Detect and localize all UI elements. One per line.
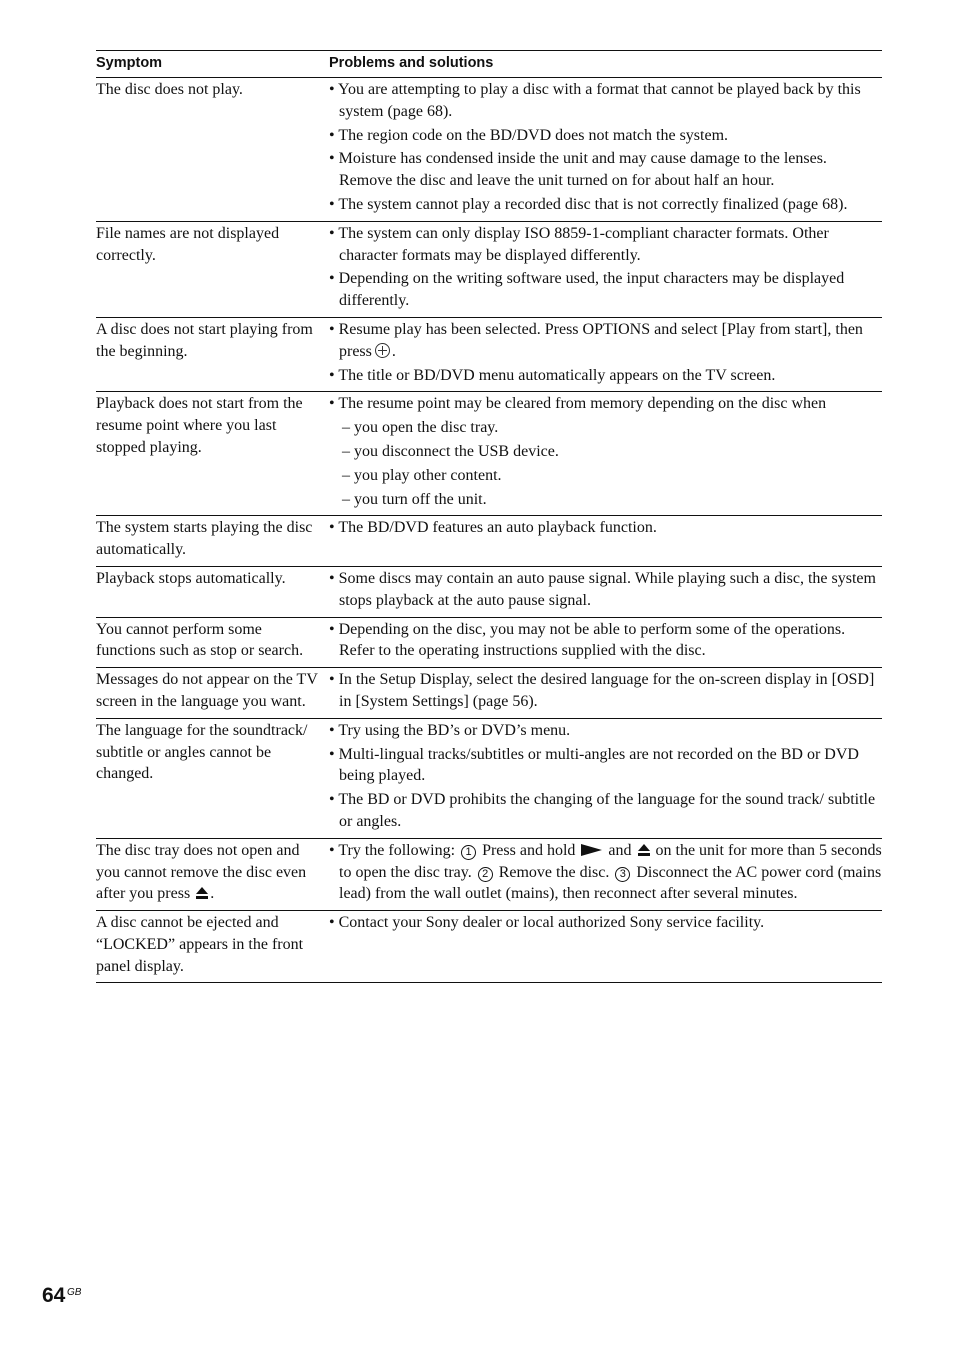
solution-cell [328,516,882,567]
solution-text: Press and hold [482,841,576,859]
table-row [96,617,882,668]
symptom-text: The disc tray does not open and you cannot remove the disc even after you press [96,841,307,903]
solution-subitem: – you turn off the unit. [342,490,487,508]
solution-cell [328,617,882,668]
solution-cell [328,78,882,222]
solution-text: Remove the disc. [498,863,610,881]
symptom-cell: Playback does not start from the resume point where you last stopped playing. [96,395,303,456]
table-row [96,317,882,391]
solution-text: . [391,342,396,360]
play-icon [581,844,602,856]
solution-text: on the unit for more than 5 seconds to open the disc tray. [339,841,882,881]
solution-item: • You are attempting to play a disc with a format that cannot be played back by this system (page 68). [329,81,861,120]
table-row [96,566,882,617]
header-problems-solutions: Problems and solutions [329,55,494,71]
solution-cell [328,317,882,391]
symptom-cell: A disc does not start playing from the beginning. [96,320,313,360]
solution-item: • Depending on the disc, you may not be able to perform some of the operations. Refer to the operating instructions supplied with the disc. [329,620,846,660]
solution-cell [328,911,882,983]
table-header-row [96,51,882,78]
table-row [96,516,882,567]
solution-item: • Try using the BD’s or DVD’s menu. [329,721,571,739]
table-row [96,221,882,317]
solution-text: Disconnect the AC power cord (mains lead) from the wall outlet (mains), then reconnect after several minutes. [339,863,882,903]
table-row [96,78,882,222]
solution-item: • The system cannot play a recorded disc that is not correctly finalized (page 68). [329,195,848,213]
solution-item [329,840,882,905]
eject-icon [196,887,208,899]
solution-item: • Depending on the writing software used, the input characters may be displayed differently. [329,270,845,310]
solution-item: • The BD or DVD prohibits the changing of the language for the sound track/ subtitle or angles. [329,791,876,830]
solution-item: • Some discs may contain an auto pause signal. While playing such a disc, the system stops playback at the auto pause signal. [329,569,876,609]
eject-icon [638,844,650,856]
symptom-cell: Messages do not appear on the TV screen in the language you want. [96,671,318,710]
solution-item [329,319,882,363]
solution-cell [328,566,882,617]
troubleshooting-table [96,50,882,983]
solution-item: • The resume point may be cleared from memory depending on the disc when [329,395,827,413]
solution-item: • Moisture has condensed inside the unit and may cause damage to the lenses. Remove the disc and leave the unit turned on for about half an hour. [329,150,827,190]
circled-number-1-icon: 1 [461,845,476,860]
solution-text: and [608,841,632,859]
solution-subitem: – you disconnect the USB device. [342,442,559,460]
table-row [96,392,882,516]
solution-item: • The BD/DVD features an auto playback function. [329,519,657,537]
solution-text: • Resume play has been selected. Press OPTIONS and select [Play from start], then press [329,320,863,360]
header-symptom: Symptom [96,55,163,71]
solution-cell [328,838,882,910]
symptom-cell: You cannot perform some functions such as stop or search. [96,620,304,660]
solution-item: • Contact your Sony dealer or local authorized Sony service facility. [329,914,765,932]
table-row [96,668,882,719]
solution-item: • The title or BD/DVD menu automatically appears on the TV screen. [329,366,776,384]
solution-item: • The region code on the BD/DVD does not match the system. [329,126,729,144]
symptom-cell: The system starts playing the disc automatically. [96,519,313,559]
symptom-text: . [210,885,215,903]
page-language-suffix: GB [67,1287,82,1298]
symptom-cell: File names are not displayed correctly. [96,224,280,264]
symptom-cell [96,838,328,910]
table-row [96,838,882,910]
table-row [96,911,882,983]
circled-number-3-icon: 3 [615,867,630,882]
circled-number-2-icon: 2 [478,867,493,882]
solution-subitem: – you open the disc tray. [342,419,499,437]
solution-cell [328,718,882,838]
symptom-cell: A disc cannot be ejected and “LOCKED” appears in the front panel display. [96,914,304,975]
solution-cell [328,668,882,719]
solution-text: • Try the following: [329,841,456,859]
enter-button-icon [375,343,390,358]
symptom-cell: Playback stops automatically. [96,569,286,587]
solution-item: • Multi-lingual tracks/subtitles or multi-angles are not recorded on the BD or DVD being played. [329,745,859,785]
page-number: 64 [42,1284,66,1307]
solution-item: • In the Setup Display, select the desired language for the on-screen display in [OSD] in [System Settings] (page 56). [329,671,875,710]
symptom-cell: The language for the soundtrack/ subtitle or angles cannot be changed. [96,721,308,783]
solution-subitem: – you play other content. [342,466,502,484]
table-row [96,718,882,838]
solution-cell [328,392,882,516]
symptom-cell: The disc does not play. [96,81,243,98]
solution-cell [328,221,882,317]
solution-item: • The system can only display ISO 8859-1-compliant character formats. Other character formats may be displayed differently. [329,224,829,264]
